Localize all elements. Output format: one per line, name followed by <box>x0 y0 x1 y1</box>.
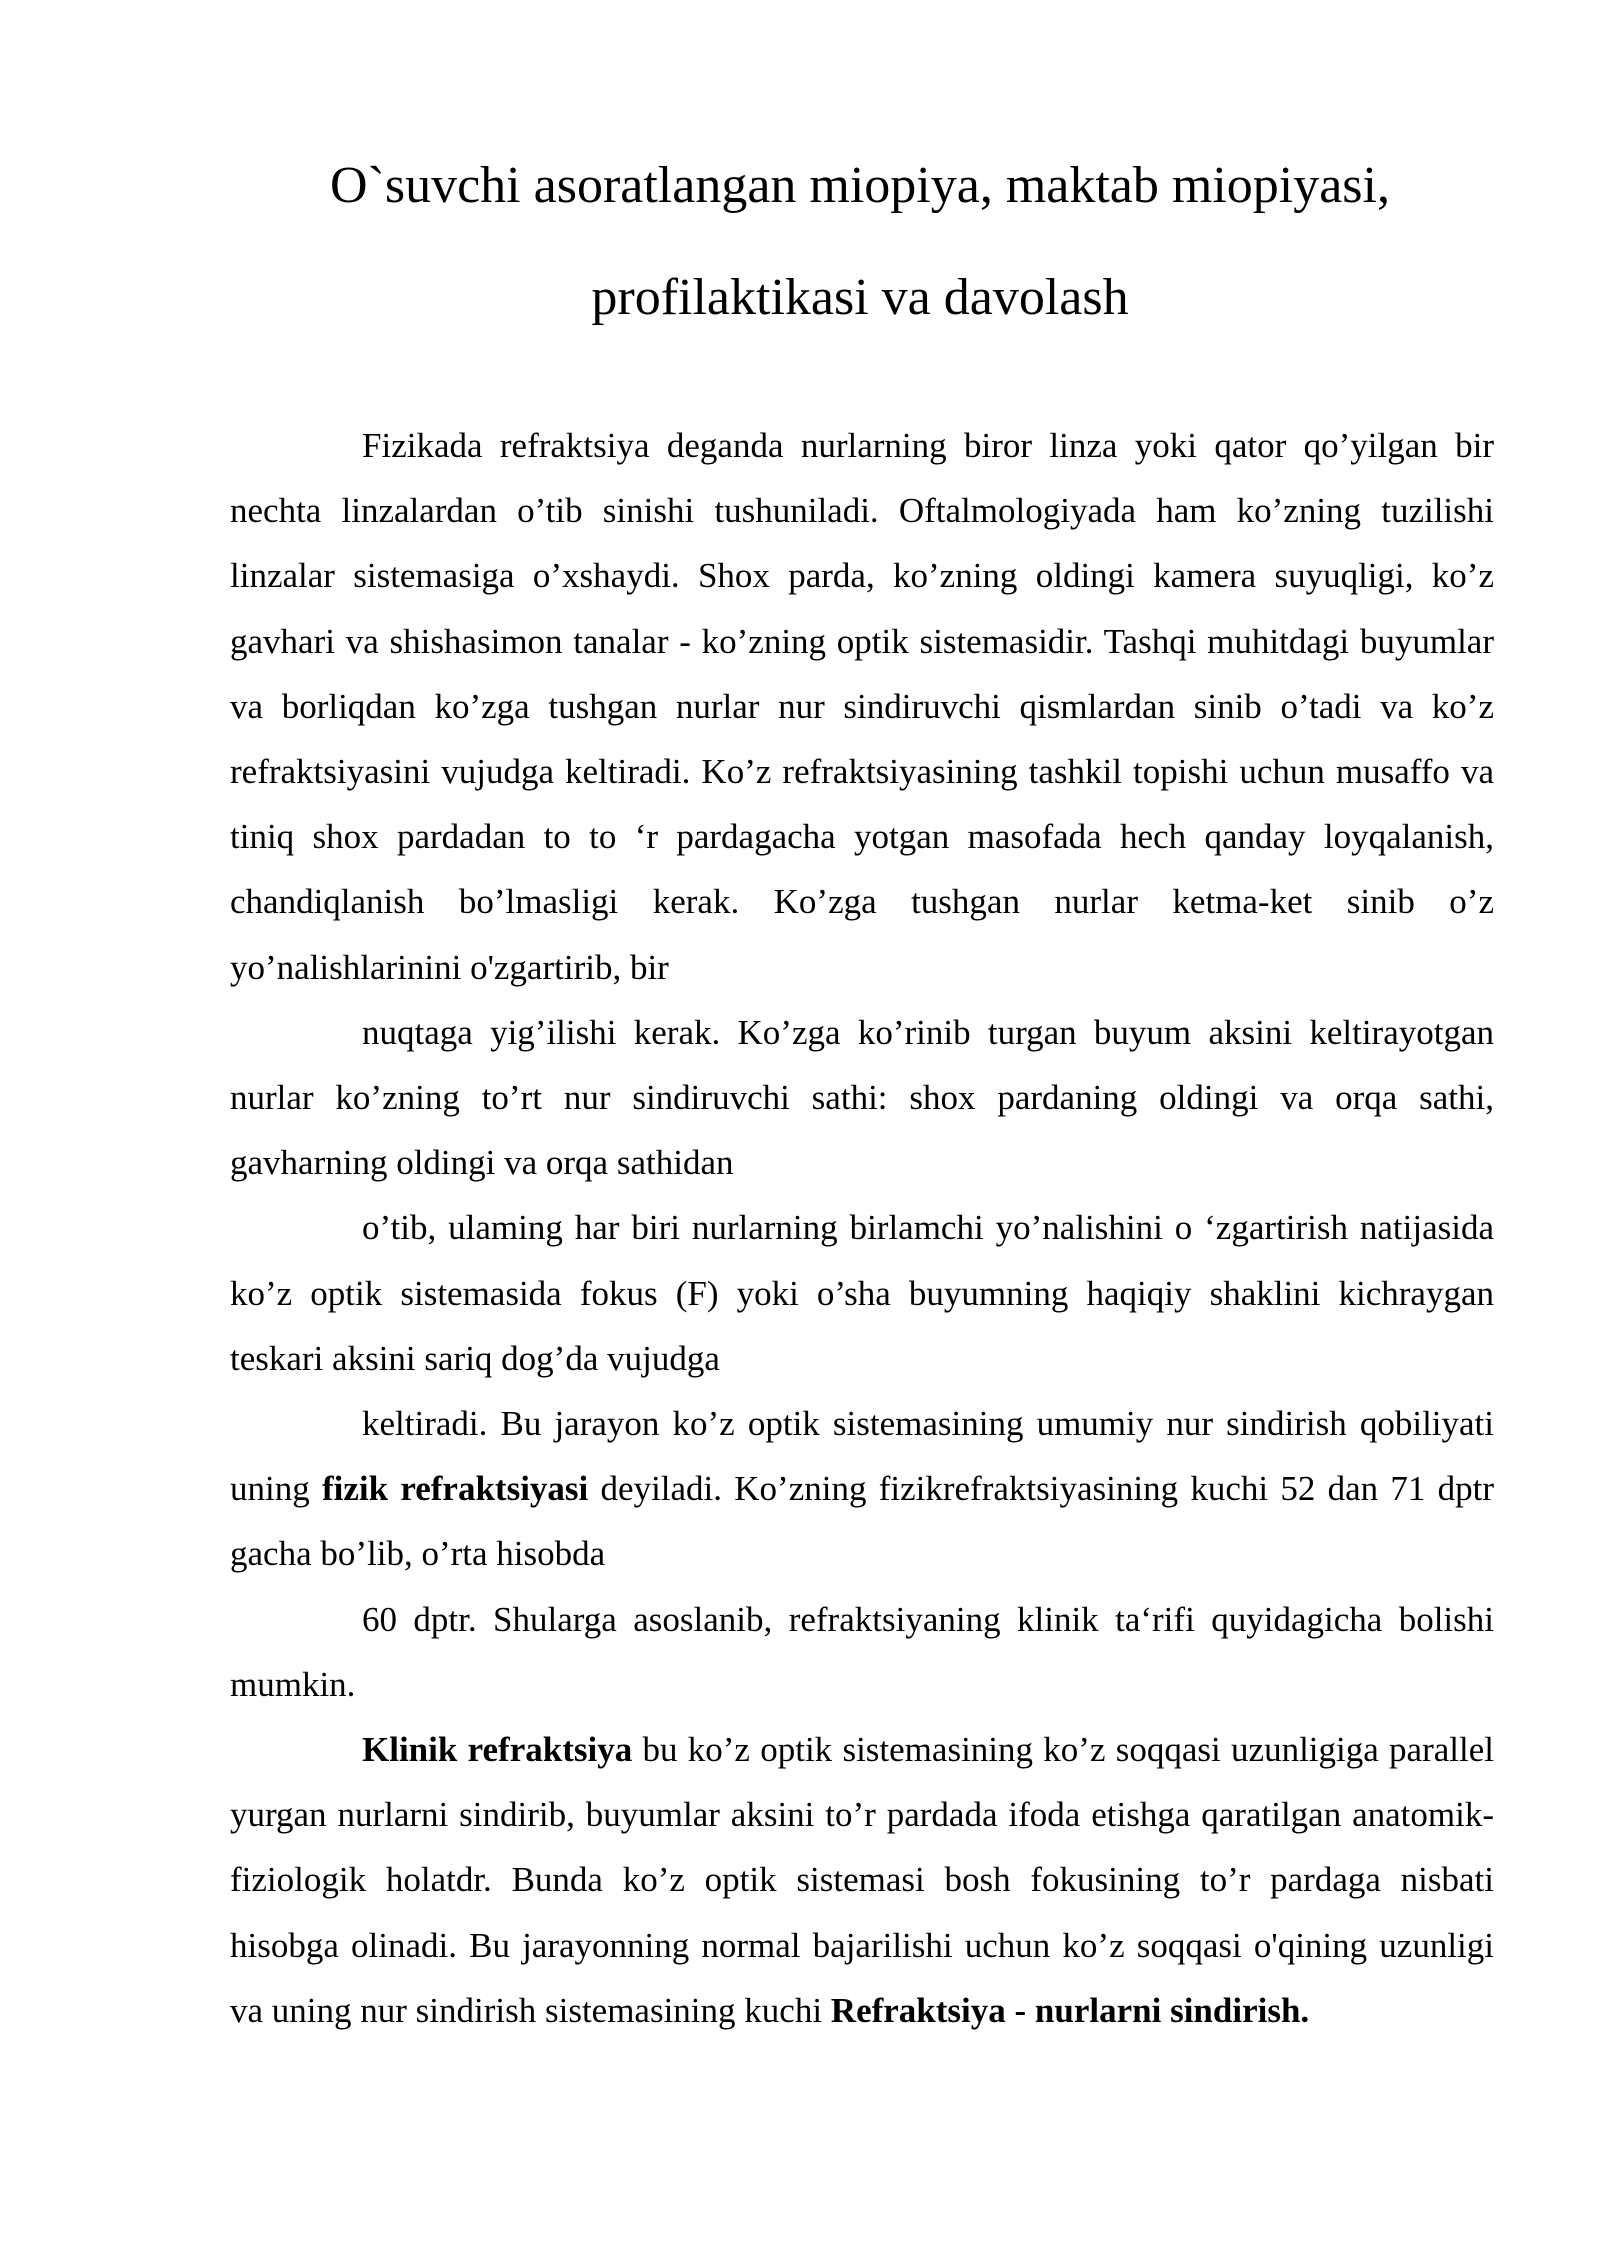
paragraph-4 <box>230 1391 1494 1587</box>
paragraph-6-text: bu ko’z optik sistemasining ko’z soqqasi uzunligiga parallel yurgan nurlarni sindirib, buyumlar aksini to’r pardada ifoda etishga qaratilgan anatomik-fiziologik holatdr. Bunda ko’z optik sistemasi bosh fokusining to’r pardaga nisbati hisobga olinadi. Bu jarayonning normal bajarilishi uchun ko’z soqqasi o'qining uzunligi va uning nur sindirish sistemasining kuchi <box>230 1730 1494 2030</box>
paragraph-2: nuqtaga yig’ilishi kerak. Ko’zga ko’rinib turgan buyum aksini keltirayotgan nurlar ko’zning to’rt nur sindiruvchi sathi: shox pardaning oldingi va orqa sathi, gavharning oldingi va orqa sathidan <box>230 1012 1494 1183</box>
title-line-2: profilaktikasi va davolash <box>591 269 1129 326</box>
paragraph-4-bold-term: fizik refraktsiyasi <box>321 1469 589 1509</box>
paragraph-5: 60 dptr. Shularga asoslanib, refraktsiyaning klinik ta‘rifi quyidagicha bolishi mumkin. <box>230 1599 1494 1704</box>
paragraph-6-bold-end: Refraktsiya - nurlarni sindirish. <box>830 1990 1310 2030</box>
title-line-1: O`suvchi asoratlangan miopiya, maktab miopiyasi, <box>330 157 1390 214</box>
paragraph-3: o’tib, ulaming har biri nurlarning birlamchi yo’nalishini o ‘zgartirish natijasida ko’z optik sistemasida fokus (F) yoki o’sha buyumning haqiqiy shaklini kichraygan teskari aksini sariq dog’da vujudga <box>230 1208 1494 1378</box>
page-title <box>160 130 1560 354</box>
paragraph-6-bold-term: Klinik refraktsiya <box>362 1730 633 1770</box>
paragraph-1: Fizikada refraktsiya deganda nurlarning biror linza yoki qator qo’yilgan bir nechta linzalardan o’tib sinishi tushuniladi. Oftalmologiyada ham ko’zning tuzilishi linzalar sistemasiga o’xshaydi. Shox parda, ko’zning oldingi kamera suyuqligi, ko’z gavhari va shishasimon tanalar - ko’zning optik sistemasidir. Tashqi muhitdagi buyumlar va borliqdan ko’zga tushgan nurlar nur sindiruvchi qismlardan sinib o’tadi va ko’z refraktsiyasini vujudga keltiradi. Ko’z refraktsiyasining tashkil topishi uchun musaffo va tiniq shox pardadan to to ‘r pardagacha yotgan masofada hech qanday loyqalanish, chandiqlanish bo’lmasligi kerak. Ko’zga tushgan nurlar ketma-ket sinib o’z yo’nalishlarinini o'zgartirib, bir <box>230 426 1494 987</box>
paragraph-4-text-a: keltiradi. Bu jarayon ko’z optik sistemasining umumiy nur sindirish qobiliyati uning <box>230 1404 1494 1509</box>
paragraph-6 <box>230 1717 1494 2043</box>
document-body <box>230 413 1494 2043</box>
paragraph-4-text-b: deyiladi. Ko’zning fizikrefraktsiyasining kuchi 52 dan 71 dptr gacha bo’lib, o’rta hisobda <box>230 1469 1494 1574</box>
